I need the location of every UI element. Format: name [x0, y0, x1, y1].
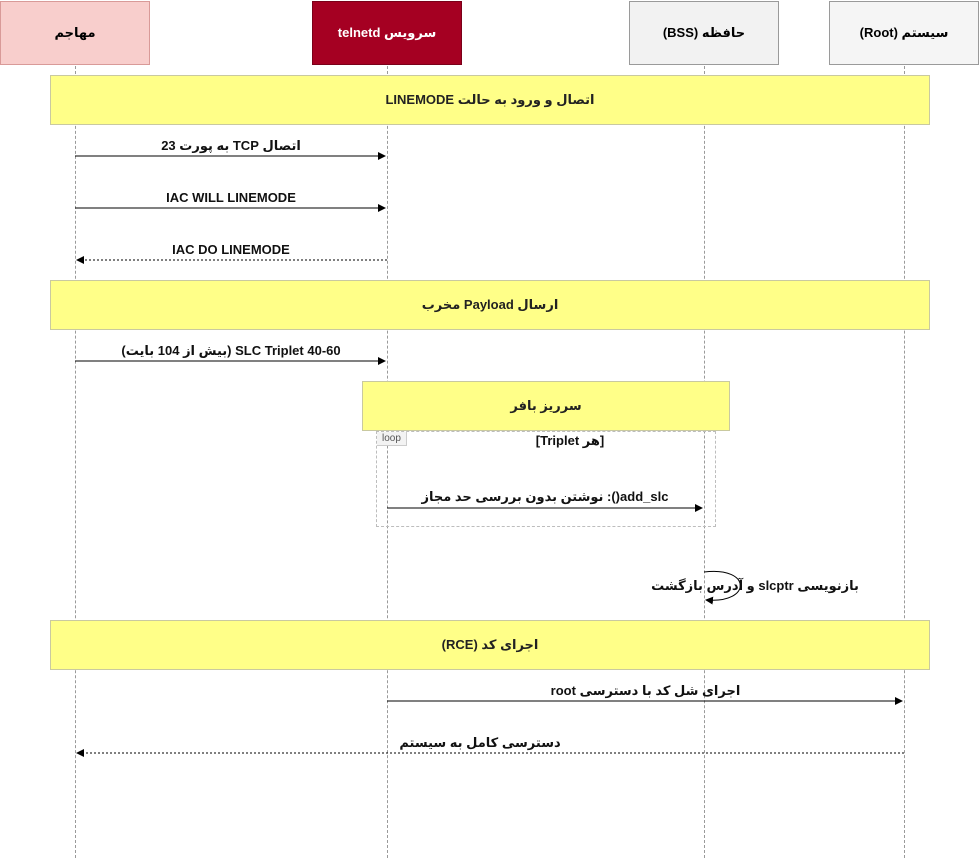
msg-slc: SLC Triplet 40-60 (بیش از 104 بایت) [121, 343, 341, 358]
msg-access: دسترسی کامل به سیستم [399, 735, 561, 750]
phase-overflow-label: سرریز بافر [510, 398, 582, 413]
actor-root-label: سیستم (Root) [859, 25, 949, 40]
msg-tcp: اتصال TCP به پورت 23 [161, 138, 301, 153]
phase-connect-label: اتصال و ورود به حالت LINEMODE [385, 92, 595, 107]
loop-tag: loop [377, 432, 407, 446]
msg-do: IAC DO LINEMODE [172, 242, 290, 257]
msg-overwrite: بازنویسی slcptr و آدرس بازگشت [651, 578, 859, 593]
msg-add-slc: add_slc(): نوشتن بدون بررسی حد مجاز [421, 489, 669, 504]
phase-rce-label: اجرای کد (RCE) [441, 637, 539, 652]
actor-telnetd-label: سرویس telnetd [337, 25, 437, 40]
loop-condition: [هر Triplet] [535, 433, 605, 448]
phase-payload-label: ارسال Payload مخرب [421, 297, 559, 312]
msg-shell: اجرای شل کد با دسترسی root [550, 683, 741, 698]
msg-will: IAC WILL LINEMODE [166, 190, 296, 205]
actor-attacker-label: مهاجم [54, 25, 96, 40]
actor-bss-label: حافظه (BSS) [662, 25, 746, 40]
